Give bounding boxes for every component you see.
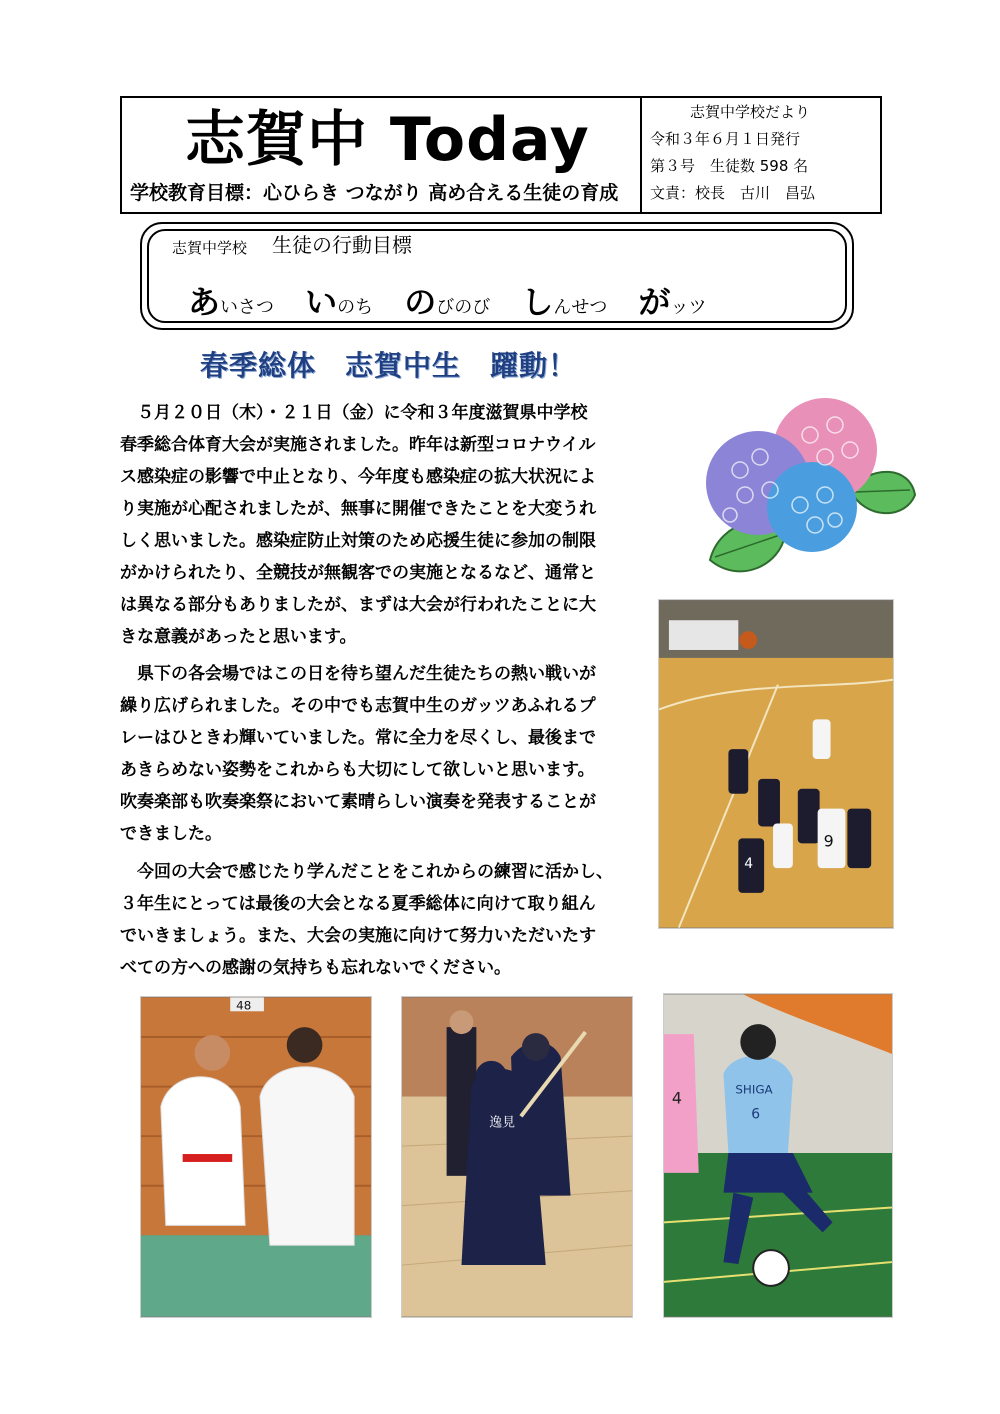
motto-initial: し <box>521 283 554 321</box>
hydrangea-illustration <box>700 395 920 590</box>
background-jersey-number: 4 <box>671 1088 683 1108</box>
kendo-photo <box>401 996 633 1318</box>
article-line: り実施が心配されましたが、無事に開催できたことを大変うれ <box>120 499 596 519</box>
issue-date: 令和３年６月１日発行 <box>650 130 801 148</box>
jersey-number: 9 <box>823 831 834 851</box>
issue-number: 第３号 生徒数 598 名 <box>650 157 809 175</box>
soccer-photo <box>663 993 893 1318</box>
article-line: ３年生にとっては最後の大会となる夏季総体に向けて取り組ん <box>120 894 596 914</box>
tare-name: 逸見 <box>489 1115 516 1131</box>
basketball-photo <box>658 599 894 929</box>
newsletter-title: 志賀中 Today <box>185 105 590 175</box>
action-goals-title: 生徒の行動目標 <box>272 233 412 257</box>
jersey-number: 4 <box>744 856 754 873</box>
article-line: でいきましょう。また、大会の実施に向けて努力いただいたす <box>120 926 596 946</box>
judo-photo <box>140 996 372 1318</box>
motto-rest: んせつ <box>553 297 608 318</box>
article-line: あきらめない姿勢をこれからも大切にして欲しいと思います。 <box>120 760 595 780</box>
motto-rest: のち <box>337 297 374 318</box>
action-goals-school: 志賀中学校 <box>172 239 248 257</box>
article-line: 吹奏楽部も吹奏楽祭において素晴らしい演奏を発表することが <box>120 792 596 812</box>
article-line: できました。 <box>120 824 222 844</box>
team-name: SHIGA <box>735 1082 773 1097</box>
motto-initial: い <box>305 283 338 321</box>
motto-initial: が <box>638 283 671 321</box>
article-line: レーはひときわ輝いていました。常に全力を尽くし、最後まで <box>120 728 596 748</box>
article-line: ５月２０日（木）・２１日（金）に令和３年度滋賀県中学校 <box>120 403 588 423</box>
motto-rest: いさつ <box>220 297 275 318</box>
action-goals-motto <box>188 282 732 328</box>
motto-initial: の <box>404 283 437 321</box>
motto-rest: ッツ <box>670 297 707 318</box>
responsible-person: 文責：校長 古川 昌弘 <box>650 184 816 202</box>
masthead-divider <box>640 96 642 214</box>
article-line: ス感染症の影響で中止となり、今年度も感染症の拡大状況によ <box>120 467 596 487</box>
article-headline: 春季総体 志賀中生 躍動！ <box>200 349 578 382</box>
article-line: 県下の各会場ではこの日を待ち望んだ生徒たちの熱い戦いが <box>120 664 596 684</box>
article-line: べての方への感謝の気持ちも忘れないでください。 <box>120 958 511 978</box>
article-line: しく思いました。感染症防止対策のため応援生徒に参加の制限 <box>120 531 596 551</box>
article-line: 繰り広げられました。その中でも志賀中生のガッツあふれるプ <box>120 696 596 716</box>
article-line: がかけられたり、全競技が無観客での実施となるなど、通常と <box>120 563 596 583</box>
jersey-number: 6 <box>751 1106 761 1123</box>
article-line: 今回の大会で感じたり学んだことをこれからの練習に活かし、 <box>120 862 613 882</box>
article-line: は異なる部分もありましたが、まずは大会が行われたことに大 <box>120 595 596 615</box>
motto-initial: あ <box>188 283 221 321</box>
school-education-goal: 学校教育目標：心ひらき つながり 高め合える生徒の育成 <box>130 182 619 204</box>
wall-number: 48 <box>236 998 252 1013</box>
newsletter-name: 志賀中学校だより <box>689 103 810 121</box>
article-line: きな意義があったと思います。 <box>120 627 357 647</box>
motto-rest: びのび <box>436 297 491 318</box>
article-line: 春季総合体育大会が実施されました。昨年は新型コロナウイル <box>120 435 596 455</box>
